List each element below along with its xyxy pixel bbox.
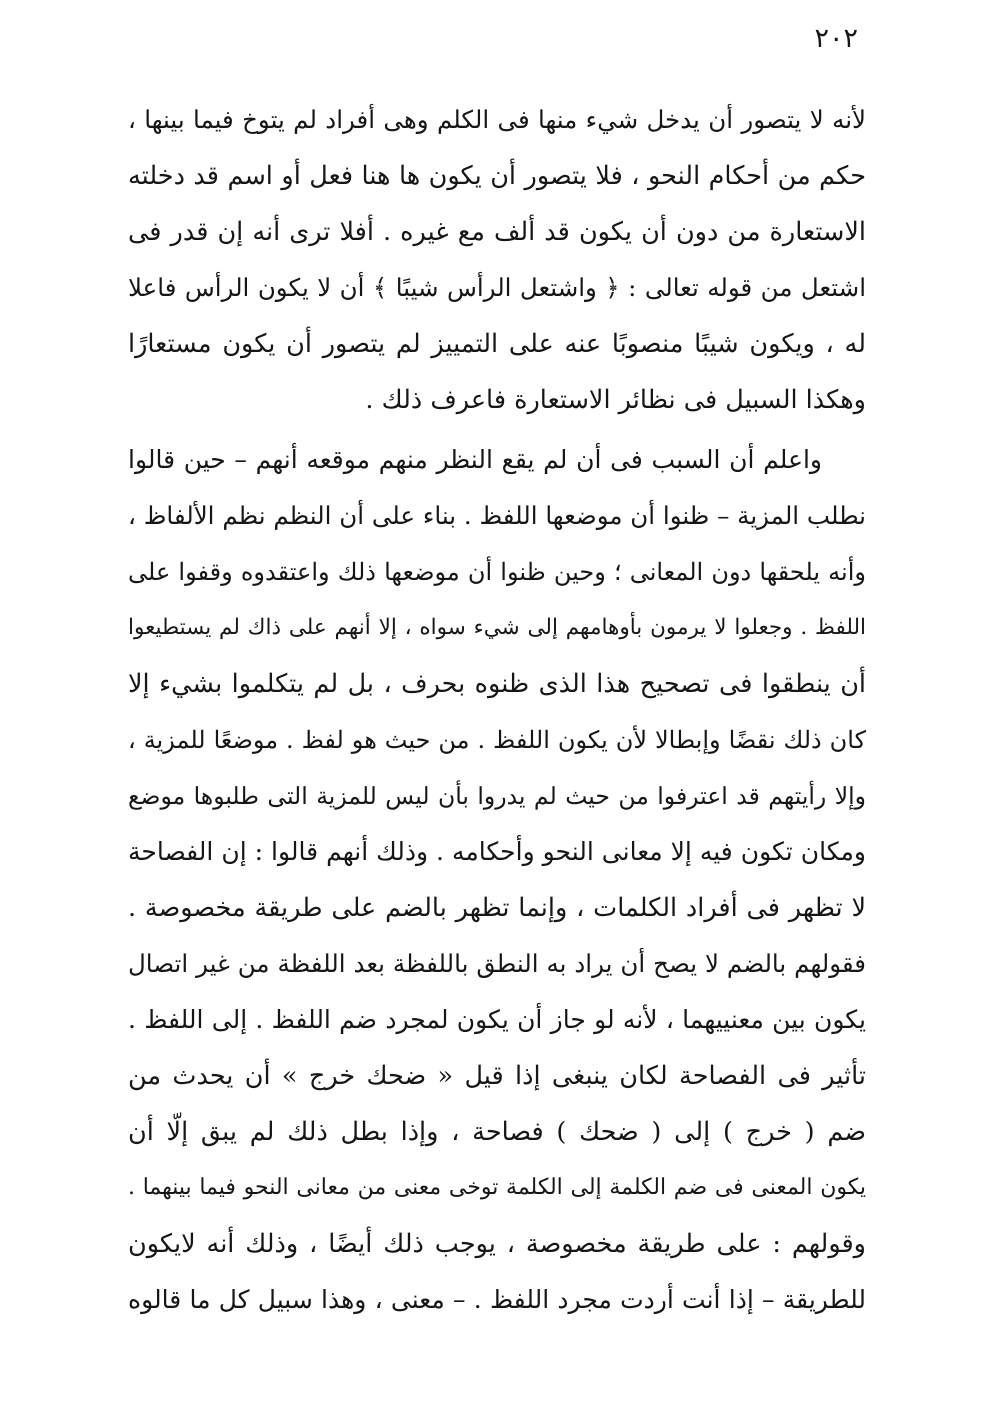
text-line: للطريقة – إذا أنت أردت مجرد اللفظ . – معنى ، وهذا سبيل كل ما قالوه xyxy=(128,1285,866,1314)
text-line: فقولهم بالضم لا يصح أن يراد به النطق باللفظة بعد اللفظة من غير اتصال xyxy=(128,949,866,978)
text-line: كان ذلك نقضًا وإبطالا لأن يكون اللفظ . من حيث هو لفظ . موضعًا للمزية ، xyxy=(128,726,866,754)
page-number: ٢٠٢ xyxy=(814,23,858,54)
text-line: وإلا رأيتهم قد اعترفوا من حيث لم يدروا بأن ليس للمزية التى طلبوها موضع xyxy=(128,782,866,810)
text-line: اشتعل من قوله تعالى : ﴿ واشتعل الرأس شيبًا ﴾ أن لا يكون الرأس فاعلا xyxy=(128,273,866,302)
text-line: وقولهم : على طريقة مخصوصة ، يوجب ذلك أيضًا ، وذلك أنه لايكون xyxy=(128,1229,866,1259)
text-line: نطلب المزية – ظنوا أن موضعها اللفظ . بناء على أن النظم نظم الألفاظ ، xyxy=(128,501,866,530)
text-line: واعلم أن السبب فى أن لم يقع النظر منهم موقعه أنهم – حين قالوا xyxy=(128,445,822,474)
text-line: الاستعارة من دون أن يكون قد ألف مع غيره . أفلا ترى أنه إن قدر فى xyxy=(128,217,866,247)
text-line: تأثير فى الفصاحة لكان ينبغى إذا قيل « ضحك خرج » أن يحدث من xyxy=(128,1061,866,1091)
text-line: له ، ويكون شيبًا منصوبًا عنه على التمييز لم يتصور أن يكون مستعارًا xyxy=(128,329,866,359)
text-line: لا تظهر فى أفراد الكلمات ، وإنما تظهر بالضم على طريقة مخصوصة . xyxy=(128,893,866,923)
text-line: أن ينطقوا فى تصحيح هذا الذى ظنوه بحرف ، بل لم يتكلموا بشيء إلا xyxy=(128,669,866,699)
text-line: وهكذا السبيل فى نظائر الاستعارة فاعرف ذلك . xyxy=(365,385,866,415)
text-line: يكون المعنى فى ضم الكلمة إلى الكلمة توخى معنى من معانى النحو فيما بينهما . xyxy=(128,1175,866,1200)
text-line: ضم ( خرج ) إلى ( ضحك ) فصاحة ، وإذا بطل ذلك لم يبق إلّا أن xyxy=(128,1117,866,1147)
text-line: اللفظ . وجعلوا لا يرمون بأوهامهم إلى شيء سواه ، إلا أنهم على ذاك لم يستطيعوا xyxy=(128,615,866,640)
text-line: لأنه لا يتصور أن يدخل شيء منها فى الكلم وهى أفراد لم يتوخ فيما بينها ، xyxy=(128,105,866,134)
text-line: حكم من أحكام النحو ، فلا يتصور أن يكون ها هنا فعل أو اسم قد دخلته xyxy=(128,161,866,191)
text-line: ومكان تكون فيه إلا معانى النحو وأحكامه . وذلك أنهم قالوا : إن الفصاحة xyxy=(128,837,866,866)
text-line: يكون بين معنييهما ، لأنه لو جاز أن يكون لمجرد ضم اللفظ . إلى اللفظ . xyxy=(128,1005,866,1034)
text-line: وأنه يلحقها دون المعانى ؛ وحين ظنوا أن موضعها ذلك واعتقدوه وقفوا على xyxy=(128,558,866,586)
